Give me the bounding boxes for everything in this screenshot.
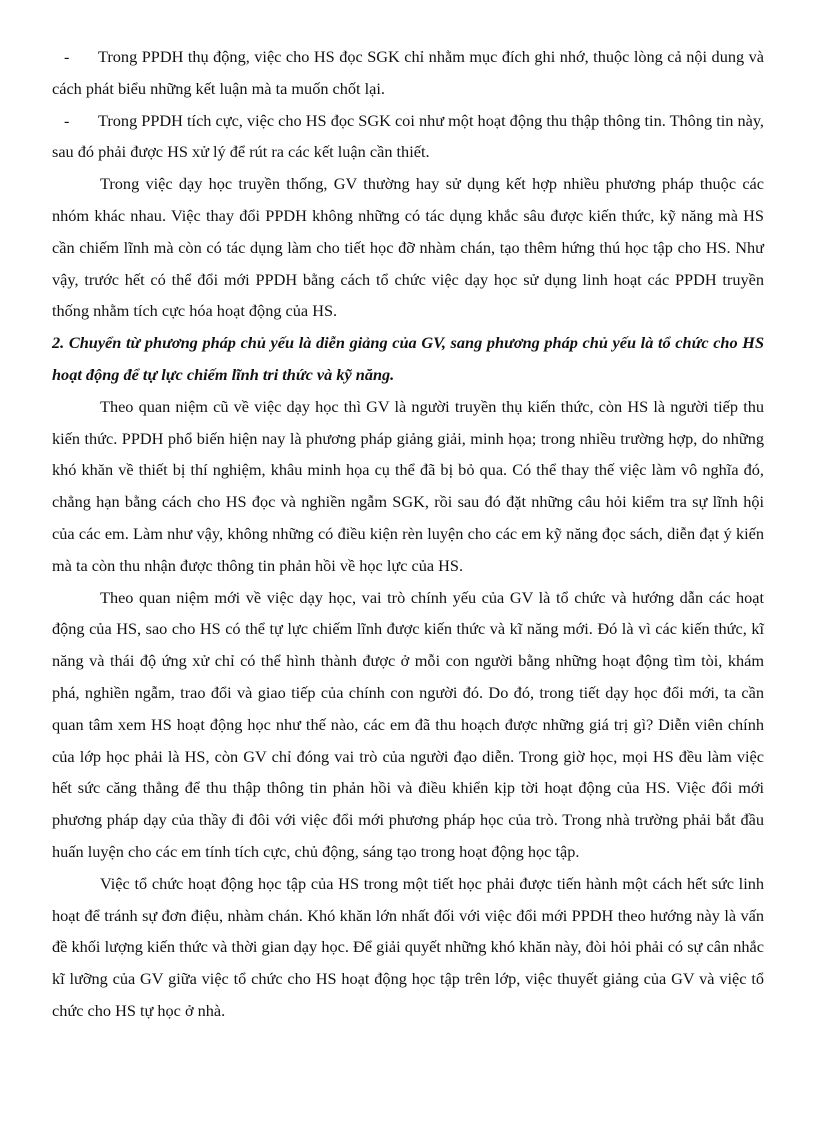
bullet-text: Trong PPDH thụ động, việc cho HS đọc SGK chỉ nhằm mục đích ghi nhớ, thuộc lòng cả nội dung và cách phát biểu những kết luận mà ta muốn chốt lại. <box>52 47 764 98</box>
bullet-dash: - <box>64 47 70 66</box>
paragraph-new-concept: Theo quan niệm mới về việc dạy học, vai trò chính yếu của GV là tổ chức và hướng dẫn các hoạt động của HS, sao cho HS có thể tự lực chiếm lĩnh được kiến thức và kĩ năng mới. Đó là vì các kiến thức, kĩ năng và thái độ ứng xử chỉ có thể hình thành được ở mỗi con người bằng những hoạt động tìm tòi, khám phá, nghiền ngẫm, trao đổi và giao tiếp của chính con người đó. Do đó, trong tiết dạy học đổi mới, ta cần quan tâm xem HS hoạt động học như thế nào, các em đã thu hoạch được những giá trị gì? Diễn viên chính của lớp học phải là HS, còn GV chỉ đóng vai trò của người đạo diễn. Trong giờ học, mọi HS đều làm việc hết sức căng thẳng để thu thập thông tin phản hồi và điều khiển kịp tời hoạt động của HS. Việc đổi mới phương pháp dạy của thầy đi đôi với việc đổi mới phương pháp học của trò. Trong nhà trường phải bắt đầu huấn luyện cho các em tính tích cực, chủ động, sáng tạo trong hoạt động học tập. <box>52 587 764 861</box>
bullet-dash: - <box>64 110 70 130</box>
document-page <box>52 41 764 1027</box>
paragraph-organizing-activities: Việc tổ chức hoạt động học tập của HS trong một tiết học phải được tiến hành một cách hết sức linh hoạt để tránh sự đơn điệu, nhàm chán. Khó khăn lớn nhất đối với việc đổi mới PPDH theo hướng này là vấn đề khối lượng kiến thức và thời gian dạy học. Để giải quyết những khó khăn này, đòi hỏi phải có sự cân nhắc kĩ lưỡng của GV giữa việc tổ chức cho HS hoạt động học tập trên lớp, việc thuyết giảng của GV và việc tổ chức cho HS tự học ở nhà. <box>52 873 764 1020</box>
section-heading: 2. Chuyển từ phương pháp chủ yếu là diễn giảng của GV, sang phương pháp chủ yếu là tổ chức cho HS hoạt động để tự lực chiếm lĩnh tri thức và kỹ năng. <box>52 333 764 384</box>
bullet-item-active <box>52 105 764 169</box>
bullet-item-passive <box>52 41 764 105</box>
paragraph-traditional-teaching: Trong việc dạy học truyền thống, GV thường hay sử dụng kết hợp nhiều phương pháp thuộc các nhóm khác nhau. Việc thay đổi PPDH không những có tác dụng khắc sâu được kiến thức, kỹ năng mà HS cần chiếm lĩnh mà còn có tác dụng làm cho tiết học đỡ nhàm chán, tạo thêm hứng thú học tập cho HS. Như vậy, trước hết có thể đổi mới PPDH bằng cách tổ chức việc dạy học sử dụng linh hoạt các PPDH truyền thống nhằm tích cực hóa hoạt động của HS. <box>52 174 764 321</box>
paragraph-old-concept: Theo quan niệm cũ về việc dạy học thì GV là người truyền thụ kiến thức, còn HS là người tiếp thu kiến thức. PPDH phổ biến hiện nay là phương pháp giảng giải, minh họa; trong nhiều trường hợp, do những khó khăn về thiết bị thí nghiệm, khâu minh họa cụ thể đã bị bỏ qua. Có thể thay thế việc làm vô nghĩa đó, chẳng hạn bằng cách cho HS đọc và nghiền ngẫm SGK, rồi sau đó đặt những câu hỏi kiểm tra sự lĩnh hội của các em. Làm như vậy, không những có điều kiện rèn luyện cho các em kỹ năng đọc sách, diễn đạt ý kiến mà ta còn thu nhận được thông tin phản hồi về học lực của HS. <box>52 396 764 575</box>
bullet-text: Trong PPDH tích cực, việc cho HS đọc SGK coi như một hoạt động thu thập thông tin. Thông tin này, sau đó phải được HS xử lý để rút ra các kết luận cần thiết. <box>52 110 764 162</box>
